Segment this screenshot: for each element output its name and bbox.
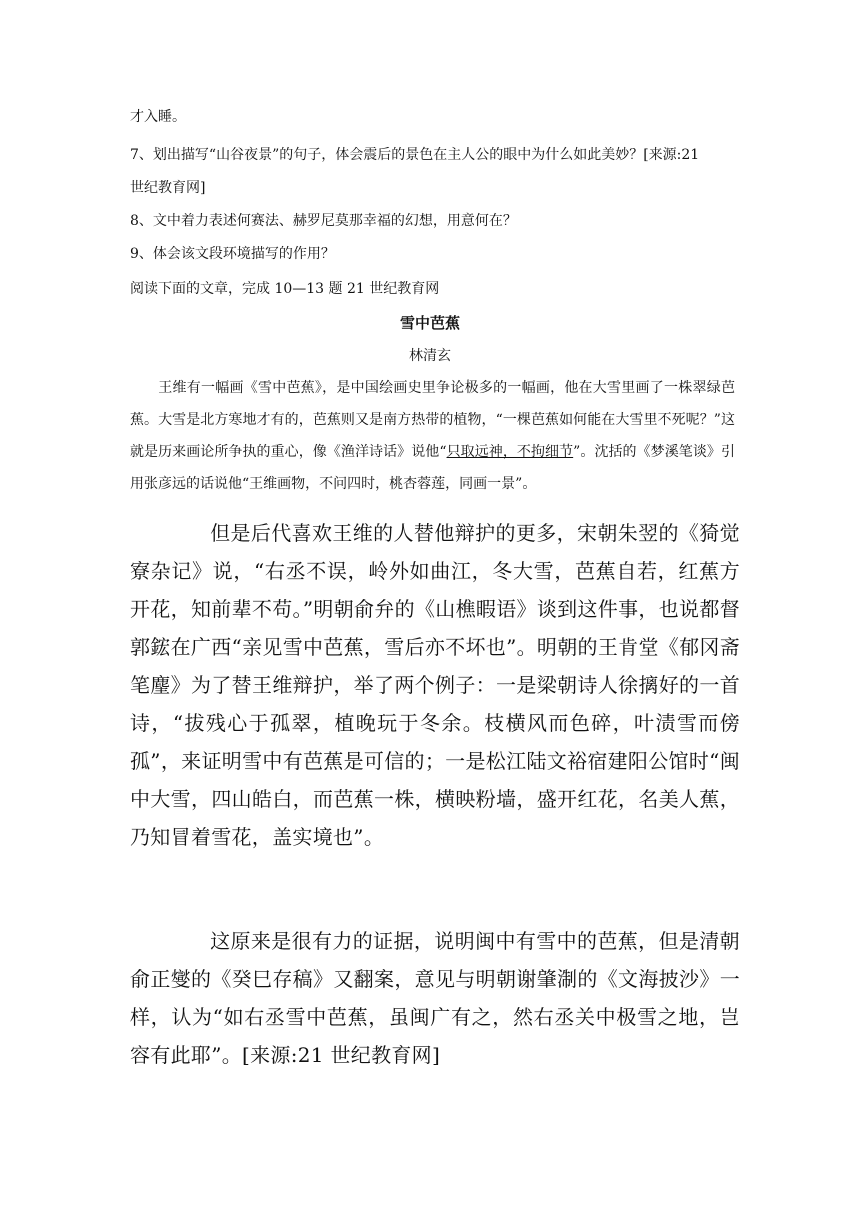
paragraph-1-text-b: ”。沈括的《梦溪笔谈》引用张彦远的话说他“王维画物，不问四时，桃杏蓉莲，同画一景”。 (130, 444, 735, 492)
question-8: 8、文中着力表述何赛法、赫罗尼莫那幸福的幻想，用意何在？ (130, 213, 517, 229)
question-7-line-1: 7、划出描写“山谷夜景”的句子，体会震后的景色在主人公的眼中为什么如此美妙？[来源:21 (130, 147, 700, 163)
article-title: 雪中芭蕉 (399, 314, 460, 332)
paragraph-1-text-a: 王维有一幅画《雪中芭蕉》，是中国绘画史里争论极多的一幅画，他在大雪里画了一株翠绿芭蕉。大雪是北方寒地才有的，芭蕉则又是南方热带的植物，“一棵芭蕉如何能在大雪里不死呢？”这就是历来画论所争执的重心，像《渔洋诗话》说他“ (130, 380, 735, 460)
article-author: 林清玄 (409, 348, 451, 364)
paragraph-2-text: 但是后代喜欢王维的人替他辩护的更多，宋朝朱翌的《猗觉寮杂记》说，“右丞不误，岭外如曲江，冬大雪，芭蕉自若，红蕉方开花，知前辈不苟。”明朝俞弁的《山樵暇语》谈到这件事，也说都督郭鋐在广西“亲见雪中芭蕉，雪后亦不坏也”。明朝的王肯堂《郁冈斋笔麈》为了替王维辩护，举了两个例子：一是梁朝诗人徐摛好的一首诗，“拔残心于孤翠，植晚玩于冬余。枝横风而色碎，叶渍雪而傍孤”，来证明雪中有芭蕉是可信的；一是松江陆文裕宿建阳公馆时“闽中大雪，四山皓白，而芭蕉一株，横映粉墙，盛开红花，名美人蕉，乃知冒着雪花，盖实境也”。 (130, 521, 740, 849)
article-paragraph-1 (130, 372, 735, 500)
question-9: 9、体会该文段环境描写的作用？ (130, 246, 335, 262)
question-7-line-2: 世纪教育网] (130, 180, 206, 196)
paragraph-3-text: 这原来是很有力的证据，说明闽中有雪中的芭蕉，但是清朝俞正燮的《癸巳存稿》又翻案，意见与明朝谢肇淛的《文海披沙》一样，认为“如右丞雪中芭蕉，虽闽广有之，然右丞关中极雪之地，岂容有此耶”。[来源:21 世纪教育网] (130, 929, 740, 1067)
reading-instruction: 阅读下面的文章，完成 10—13 题 21 世纪教育网 (130, 281, 440, 297)
question-6-tail: 才入睡。 (130, 109, 186, 125)
article-paragraph-3 (130, 922, 740, 1074)
article-paragraph-2 (130, 514, 740, 856)
paragraph-1-underlined-quote: 只取远神，不拘细节 (446, 444, 574, 460)
